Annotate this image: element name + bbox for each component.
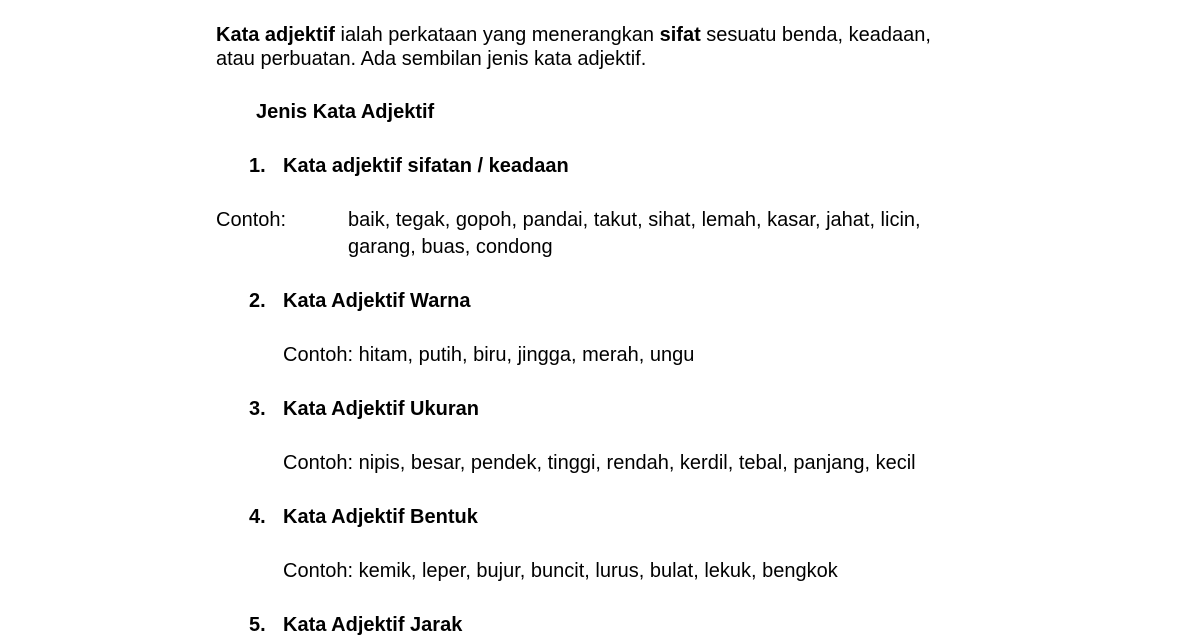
item-title: Kata Adjektif Jarak <box>283 614 463 636</box>
intro-term: Kata adjektif <box>216 24 335 46</box>
intro-text-b: sesuatu benda, keadaan, <box>700 24 931 46</box>
example-text-line-1: baik, tegak, gopoh, pandai, takut, sihat, lemah, kasar, jahat, licin, <box>348 209 921 231</box>
intro-text-a: ialah perkataan yang menerangkan <box>334 24 660 46</box>
item-title: Kata Adjektif Ukuran <box>283 398 479 420</box>
item-number: 1. <box>249 155 266 177</box>
intro-line-1 <box>216 23 931 47</box>
example-text-line-2: garang, buas, condong <box>348 236 553 258</box>
item-number: 5. <box>249 614 266 636</box>
example-text: Contoh: nipis, besar, pendek, tinggi, rendah, kerdil, tebal, panjang, kecil <box>283 452 916 474</box>
intro-emphasis: sifat <box>659 24 701 46</box>
example-label: Contoh: <box>216 209 287 231</box>
item-title: Kata Adjektif Bentuk <box>283 506 478 528</box>
example-text: Contoh: kemik, leper, bujur, buncit, lurus, bulat, lekuk, bengkok <box>283 560 838 582</box>
section-title: Jenis Kata Adjektif <box>256 101 435 123</box>
item-number: 4. <box>249 506 266 528</box>
intro-line-2: atau perbuatan. Ada sembilan jenis kata adjektif. <box>216 48 647 70</box>
item-number: 2. <box>249 290 266 312</box>
item-title: Kata Adjektif Warna <box>283 290 471 312</box>
example-text: Contoh: hitam, putih, biru, jingga, merah, ungu <box>283 344 695 366</box>
item-number: 3. <box>249 398 266 420</box>
item-title: Kata adjektif sifatan / keadaan <box>283 155 569 177</box>
